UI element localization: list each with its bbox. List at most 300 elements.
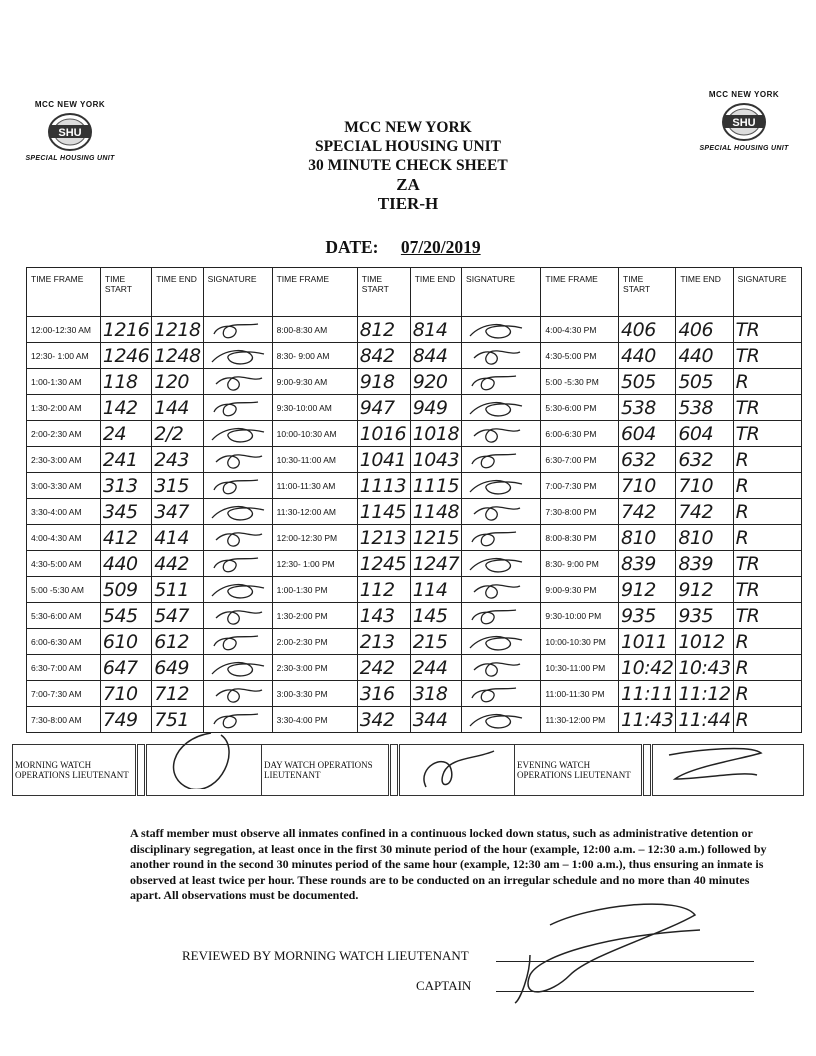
signature-cell (462, 525, 541, 551)
handwritten-value: 949 (412, 396, 448, 419)
time-frame-label: 6:00-6:30 PM (545, 428, 597, 439)
handwritten-value: 1043 (412, 448, 460, 471)
handwritten-value: 612 (154, 630, 189, 653)
handwritten-value: 710 (678, 474, 714, 497)
time-cell (410, 551, 461, 577)
time-frame-label: 11:30-12:00 AM (276, 506, 336, 517)
table-row (27, 473, 802, 499)
morning-watch-signature (146, 745, 262, 796)
evening-watch-label: EVENING WATCH OPERATIONS LIEUTENANT (515, 745, 643, 796)
table-row (27, 343, 802, 369)
handwritten-value: 712 (154, 682, 189, 705)
signature-cell (462, 343, 541, 369)
signature-cell (733, 369, 801, 395)
time-cell (619, 707, 676, 733)
time-frame-label: 10:00-10:30 PM (545, 636, 606, 647)
handwritten-value: 1145 (359, 500, 407, 523)
time-frame-label: 10:30-11:00 AM (276, 454, 336, 465)
time-cell (410, 629, 461, 655)
time-frame-cell (541, 629, 619, 655)
handwritten-value: TR (735, 396, 760, 419)
time-cell (676, 655, 733, 681)
time-frame-label: 9:00-9:30 AM (276, 376, 328, 387)
time-cell (676, 421, 733, 447)
time-cell (357, 447, 410, 473)
column-header: SIGNATURE (462, 268, 541, 317)
handwritten-value: 604 (678, 422, 714, 445)
time-cell (619, 473, 676, 499)
time-frame-label: 10:30-11:00 PM (545, 662, 606, 673)
signature-cell (203, 421, 272, 447)
table-row (27, 603, 802, 629)
handwritten-value: 1148 (412, 500, 460, 523)
time-cell (410, 577, 461, 603)
table-row (27, 525, 802, 551)
signature-cell (462, 681, 541, 707)
handwritten-value: 935 (678, 604, 714, 627)
time-frame-label: 2:00-2:30 PM (276, 636, 328, 647)
time-cell (410, 369, 461, 395)
time-cell (619, 629, 676, 655)
handwritten-value: 344 (412, 708, 448, 731)
signature-cell (733, 707, 801, 733)
handwritten-value: R (735, 708, 749, 731)
handwritten-value: TR (735, 552, 760, 575)
time-cell (152, 655, 203, 681)
time-frame-cell (27, 317, 101, 343)
signature-cell (203, 655, 272, 681)
time-cell (152, 395, 203, 421)
signature-cell (462, 395, 541, 421)
date-line (0, 237, 816, 258)
time-frame-label: 2:30-3:00 AM (31, 454, 82, 465)
handwritten-value: 313 (102, 474, 138, 497)
time-cell (410, 499, 461, 525)
evening-watch-signature (652, 745, 804, 796)
time-frame-label: 6:00-6:30 AM (31, 636, 82, 647)
handwritten-value: 509 (102, 578, 138, 601)
time-cell (676, 603, 733, 629)
handwritten-value: 406 (621, 318, 656, 341)
time-frame-cell (541, 707, 619, 733)
initials-scribble-icon (466, 580, 526, 600)
time-frame-cell (272, 447, 357, 473)
handwritten-value: 1218 (154, 318, 201, 341)
initials-scribble-icon (466, 658, 526, 678)
time-frame-cell (27, 525, 101, 551)
table-body (27, 317, 802, 733)
time-cell (152, 577, 203, 603)
time-frame-label: 1:00-1:30 PM (276, 584, 328, 595)
signature-cell (203, 473, 272, 499)
signature-cell (733, 421, 801, 447)
handwritten-value: R (735, 682, 749, 705)
time-cell (357, 707, 410, 733)
handwritten-value: 1018 (412, 422, 460, 445)
handwritten-value: 1016 (359, 422, 407, 445)
time-frame-cell (272, 421, 357, 447)
signature-cell (733, 681, 801, 707)
handwritten-value: 24 (102, 422, 127, 445)
handwritten-value: 10:42 (621, 656, 674, 679)
handwritten-value: TR (735, 318, 760, 341)
handwritten-value: 742 (621, 500, 656, 523)
time-cell (357, 551, 410, 577)
time-cell (152, 421, 203, 447)
handwritten-value: 844 (412, 344, 448, 367)
time-frame-label: 8:00-8:30 AM (276, 324, 328, 335)
time-cell (410, 421, 461, 447)
handwritten-value: TR (735, 422, 760, 445)
handwritten-value: 749 (102, 708, 138, 731)
initials-scribble-icon (208, 554, 268, 574)
handwritten-value: 11:12 (678, 682, 731, 705)
time-cell (676, 629, 733, 655)
handwritten-value: 11:44 (678, 708, 731, 731)
time-frame-cell (27, 343, 101, 369)
time-cell (410, 681, 461, 707)
handwritten-value: 505 (621, 370, 656, 393)
signature-cell (203, 551, 272, 577)
morning-watch-label: MORNING WATCH OPERATIONS LIEUTENANT (13, 745, 137, 796)
time-frame-cell (541, 655, 619, 681)
time-frame-label: 12:00-12:30 PM (276, 532, 338, 543)
handwritten-value: 935 (621, 604, 656, 627)
time-cell (676, 317, 733, 343)
signature-cell (462, 421, 541, 447)
table-row (27, 629, 802, 655)
time-frame-cell (27, 603, 101, 629)
initials-scribble-icon (208, 502, 268, 522)
initials-scribble-icon (466, 502, 526, 522)
signature-cell (203, 447, 272, 473)
time-cell (357, 629, 410, 655)
day-watch-signature (399, 745, 515, 796)
time-cell (676, 525, 733, 551)
signature-scribble-icon (661, 745, 771, 795)
time-cell (357, 473, 410, 499)
handwritten-value: 1248 (154, 344, 201, 367)
signature-cell (203, 395, 272, 421)
handwritten-value: 511 (154, 578, 189, 601)
time-cell (152, 603, 203, 629)
time-frame-label: 7:00-7:30 PM (545, 480, 597, 491)
time-cell (410, 603, 461, 629)
time-cell (676, 551, 733, 577)
time-cell (676, 499, 733, 525)
time-frame-label: 9:30-10:00 AM (276, 402, 332, 413)
handwritten-value: 647 (102, 656, 138, 679)
handwritten-value: 912 (678, 578, 714, 601)
time-frame-label: 8:30- 9:00 PM (545, 558, 599, 569)
time-frame-cell (27, 473, 101, 499)
signature-scribble-icon (406, 747, 506, 797)
handwritten-value: 316 (359, 682, 395, 705)
time-frame-label: 2:30-3:00 PM (276, 662, 328, 673)
handwritten-value: R (735, 500, 749, 523)
table-row (27, 447, 802, 473)
handwritten-value: 414 (154, 526, 189, 549)
time-frame-cell (541, 395, 619, 421)
handwritten-value: 243 (154, 448, 189, 471)
column-header: TIME START (100, 268, 151, 317)
time-cell (619, 655, 676, 681)
initials-scribble-icon (466, 606, 526, 626)
time-frame-label: 1:30-2:00 AM (31, 402, 82, 413)
time-cell (410, 343, 461, 369)
table-row (27, 369, 802, 395)
time-cell (619, 421, 676, 447)
time-cell (100, 499, 151, 525)
time-cell (152, 343, 203, 369)
handwritten-value: 604 (621, 422, 656, 445)
signature-cell (733, 655, 801, 681)
table-row (27, 681, 802, 707)
initials-scribble-icon (466, 372, 526, 392)
time-cell (676, 707, 733, 733)
handwritten-value: 1246 (102, 344, 150, 367)
time-frame-label: 5:00 -5:30 PM (545, 376, 599, 387)
column-header: SIGNATURE (733, 268, 801, 317)
time-cell (619, 343, 676, 369)
signature-cell (462, 603, 541, 629)
time-cell (357, 421, 410, 447)
handwritten-value: 244 (412, 656, 448, 679)
handwritten-value: 347 (154, 500, 189, 523)
header-line1: MCC NEW YORK (344, 119, 472, 136)
signature-cell (462, 499, 541, 525)
time-frame-cell (27, 499, 101, 525)
time-frame-cell (272, 655, 357, 681)
handwritten-value: 1245 (359, 552, 407, 575)
time-frame-cell (27, 447, 101, 473)
time-cell (410, 707, 461, 733)
handwritten-value: 440 (621, 344, 656, 367)
day-watch-label: DAY WATCH OPERATIONS LIEUTENANT (262, 745, 390, 796)
initials-scribble-icon (466, 320, 526, 340)
table-row (27, 317, 802, 343)
time-frame-label: 9:30-10:00 PM (545, 610, 602, 621)
time-frame-cell (27, 629, 101, 655)
time-cell (152, 629, 203, 655)
initials-scribble-icon (208, 450, 268, 470)
handwritten-value: 710 (621, 474, 656, 497)
time-cell (357, 343, 410, 369)
column-header: TIME FRAME (272, 268, 357, 317)
handwritten-value: 842 (359, 344, 395, 367)
initials-scribble-icon (466, 424, 526, 444)
handwritten-value: 342 (359, 708, 395, 731)
time-cell (676, 369, 733, 395)
table-row (27, 707, 802, 733)
time-frame-label: 4:00-4:30 PM (545, 324, 597, 335)
time-cell (619, 447, 676, 473)
initials-scribble-icon (208, 606, 268, 626)
policy-paragraph: A staff member must observe all inmates confined in a continuous locked down status, such as administrative detention or disciplinary segregation, at least once in the first 30 minute period of the hour (example, 12:00 a.m. – 12:30 a.m.) followed by another round in the second 30 minutes period of the same hour (example, 12:30 am – 1:00 a.m.), thus ensuring an inmate is observed at least twice per hour. These rounds are to be conducted on an irregular schedule and no more than 40 minutes apart. All observations must be documented. (130, 826, 767, 902)
time-frame-cell (272, 681, 357, 707)
signature-cell (462, 629, 541, 655)
time-cell (676, 395, 733, 421)
time-frame-cell (541, 473, 619, 499)
time-frame-cell (541, 603, 619, 629)
handwritten-value: 1216 (102, 318, 150, 341)
signature-cell (733, 317, 801, 343)
handwritten-value: 1213 (359, 526, 407, 549)
time-frame-cell (541, 681, 619, 707)
time-frame-label: 4:30-5:00 AM (31, 558, 82, 569)
initials-scribble-icon (466, 632, 526, 652)
handwritten-value: 505 (678, 370, 714, 393)
handwritten-value: 143 (359, 604, 395, 627)
time-frame-label: 8:00-8:30 PM (545, 532, 597, 543)
handwritten-value: 315 (154, 474, 189, 497)
time-cell (619, 317, 676, 343)
time-cell (100, 707, 151, 733)
time-cell (357, 499, 410, 525)
handwritten-value: 144 (154, 396, 189, 419)
time-frame-cell (272, 603, 357, 629)
time-frame-cell (272, 551, 357, 577)
initials-scribble-icon (208, 580, 268, 600)
time-frame-cell (27, 681, 101, 707)
signature-cell (203, 317, 272, 343)
handwritten-value: 145 (412, 604, 448, 627)
time-frame-label: 11:00-11:30 AM (276, 480, 336, 491)
time-frame-label: 2:00-2:30 AM (31, 428, 82, 439)
handwritten-value: 1113 (359, 474, 407, 497)
signature-cell (462, 655, 541, 681)
time-cell (152, 499, 203, 525)
date-value: 07/20/2019 (400, 237, 481, 257)
time-frame-label: 5:00 -5:30 AM (31, 584, 84, 595)
time-frame-cell (541, 447, 619, 473)
handwritten-value: 649 (154, 656, 189, 679)
time-frame-cell (272, 629, 357, 655)
signature-cell (733, 395, 801, 421)
logo-title: MCC NEW YORK (708, 90, 780, 99)
header-line2: SPECIAL HOUSING UNIT (314, 138, 502, 155)
handwritten-value: 912 (621, 578, 656, 601)
time-frame-cell (541, 421, 619, 447)
handwritten-value: 810 (678, 526, 714, 549)
time-frame-label: 5:30-6:00 PM (545, 402, 597, 413)
handwritten-value: 440 (678, 344, 714, 367)
initials-scribble-icon (466, 476, 526, 496)
time-frame-label: 3:00-3:30 PM (276, 688, 328, 699)
time-frame-label: 12:30- 1:00 AM (31, 350, 89, 361)
column-header: TIME END (152, 268, 203, 317)
signature-cell (203, 681, 272, 707)
handwritten-value: R (735, 526, 749, 549)
time-frame-cell (541, 369, 619, 395)
signature-cell (733, 577, 801, 603)
initials-scribble-icon (208, 372, 268, 392)
time-cell (100, 447, 151, 473)
time-cell (357, 525, 410, 551)
signature-cell (462, 317, 541, 343)
signature-cell (733, 629, 801, 655)
watch-signature-table (12, 744, 804, 796)
table-row (27, 655, 802, 681)
handwritten-value: 839 (678, 552, 714, 575)
column-header: TIME START (357, 268, 410, 317)
time-cell (410, 395, 461, 421)
handwritten-value: 1011 (621, 630, 668, 653)
column-header: SIGNATURE (203, 268, 272, 317)
time-frame-cell (27, 421, 101, 447)
time-frame-cell (541, 499, 619, 525)
time-cell (619, 499, 676, 525)
time-frame-label: 12:30- 1:00 PM (276, 558, 335, 569)
time-frame-cell (27, 577, 101, 603)
signature-cell (462, 577, 541, 603)
initials-scribble-icon (208, 424, 268, 444)
initials-scribble-icon (466, 554, 526, 574)
time-cell (100, 421, 151, 447)
signature-cell (203, 499, 272, 525)
handwritten-value: 545 (102, 604, 138, 627)
time-frame-label: 3:00-3:30 AM (31, 480, 82, 491)
handwritten-value: 947 (359, 396, 395, 419)
signature-cell (733, 473, 801, 499)
time-cell (676, 343, 733, 369)
column-header: TIME START (619, 268, 676, 317)
handwritten-value: 810 (621, 526, 656, 549)
handwritten-value: 610 (102, 630, 138, 653)
handwritten-value: 742 (678, 500, 714, 523)
time-frame-label: 12:00-12:30 AM (31, 324, 92, 335)
date-label: DATE: (325, 237, 379, 257)
captain-label: CAPTAIN (416, 978, 472, 993)
time-cell (357, 369, 410, 395)
header-line4: ZA (396, 175, 420, 194)
time-cell (100, 317, 151, 343)
time-frame-cell (27, 551, 101, 577)
handwritten-value: 114 (412, 578, 448, 601)
time-cell (152, 473, 203, 499)
handwritten-value: 11:43 (621, 708, 674, 731)
time-frame-label: 9:00-9:30 PM (545, 584, 597, 595)
time-cell (357, 317, 410, 343)
time-cell (676, 577, 733, 603)
emblem-text: SHU (58, 127, 82, 139)
time-frame-label: 8:30- 9:00 AM (276, 350, 330, 361)
time-cell (100, 603, 151, 629)
initials-scribble-icon (208, 684, 268, 704)
signature-cell (203, 577, 272, 603)
time-cell (619, 369, 676, 395)
handwritten-value: 812 (359, 318, 395, 341)
signature-cell (733, 343, 801, 369)
time-cell (357, 577, 410, 603)
time-cell (100, 473, 151, 499)
time-frame-label: 7:00-7:30 AM (31, 688, 82, 699)
handwritten-value: 213 (359, 630, 395, 653)
handwritten-value: TR (735, 604, 760, 627)
logo-title: MCC NEW YORK (34, 100, 106, 109)
time-frame-cell (541, 551, 619, 577)
time-frame-cell (541, 525, 619, 551)
time-cell (410, 525, 461, 551)
time-cell (152, 681, 203, 707)
emblem-text: SHU (732, 117, 756, 129)
table-header-row (27, 268, 802, 317)
handwritten-value: 751 (154, 708, 189, 731)
time-cell (152, 317, 203, 343)
initials-scribble-icon (208, 710, 268, 730)
handwritten-value: 1041 (359, 448, 407, 471)
handwritten-value: R (735, 448, 749, 471)
